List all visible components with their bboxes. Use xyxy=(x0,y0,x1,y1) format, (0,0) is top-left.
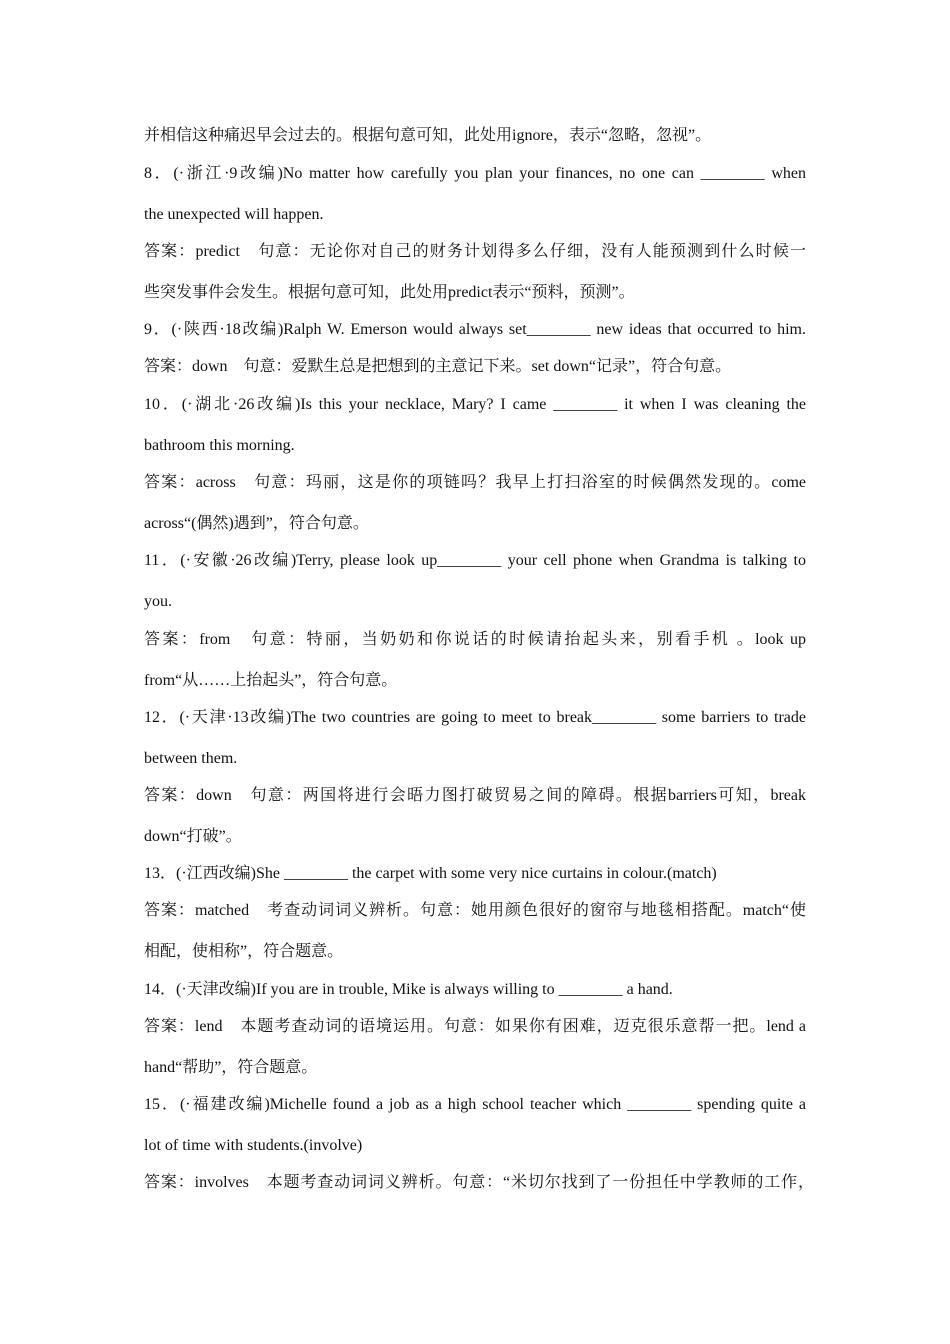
answer-11: 答案：from 句意：特丽，当奶奶和你说话的时候请抬起头来，别看手机 。look up xyxy=(144,631,806,648)
text-line: 些突发事件会发生。根据句意可知，此处用predict表示“预料，预测”。 xyxy=(144,284,635,301)
text-line: 并相信这种痛迟早会过去的。根据句意可知，此处用ignore，表示“忽略，忽视”。 xyxy=(144,127,712,144)
answer-9: 答案：down 句意：爱默生总是把想到的主意记下来。set down“记录”，符合句意。 xyxy=(144,358,732,375)
answer-12: 答案：down 句意：两国将进行会晤力图打破贸易之间的障碍。根据barriers可知，break xyxy=(144,787,806,804)
text-line: hand“帮助”，符合题意。 xyxy=(144,1059,318,1076)
text-line: from“从……上抬起头”，符合句意。 xyxy=(144,672,398,689)
text-line: lot of time with students.(involve) xyxy=(144,1137,363,1154)
text-line: 相配，使相称”，符合题意。 xyxy=(144,943,344,960)
question-11: 11．(·安徽·26改编)Terry, please look up________ your cell phone when Grandma is talking to xyxy=(144,552,806,569)
question-13: 13．(·江西改编)She ________ the carpet with some very nice curtains in colour.(match) xyxy=(144,865,717,882)
question-12: 12．(·天津·13改编)The two countries are going to meet to break________ some barriers to trade xyxy=(144,709,806,726)
text-line: you. xyxy=(144,593,172,610)
text-line: bathroom this morning. xyxy=(144,437,295,454)
answer-8: 答案：predict 句意：无论你对自己的财务计划得多么仔细，没有人能预测到什么时候一 xyxy=(144,243,806,260)
question-14: 14．(·天津改编)If you are in trouble, Mike is always willing to ________ a hand. xyxy=(144,981,673,998)
text-line: across“(偶然)遇到”，符合句意。 xyxy=(144,515,369,532)
question-9: 9．(·陕西·18改编)Ralph W. Emerson would always set________ new ideas that occurred to him. xyxy=(144,321,806,338)
answer-15: 答案：involves 本题考查动词词义辨析。句意：“米切尔找到了一份担任中学教师的工作， xyxy=(144,1174,814,1191)
answer-10: 答案：across 句意：玛丽，这是你的项链吗？我早上打扫浴室的时候偶然发现的。come xyxy=(144,474,806,491)
question-8: 8．(·浙江·9改编)No matter how carefully you plan your finances, no one can ________ when xyxy=(144,165,806,182)
answer-14: 答案：lend 本题考查动词的语境运用。句意：如果你有困难，迈克很乐意帮一把。lend a xyxy=(144,1018,806,1035)
question-15: 15．(·福建改编)Michelle found a job as a high school teacher which ________ spending quite a xyxy=(144,1096,806,1113)
text-line: between them. xyxy=(144,750,238,767)
question-10: 10．(·湖北·26改编)Is this your necklace, Mary? I came ________ it when I was cleaning the xyxy=(144,396,806,413)
text-line: down“打破”。 xyxy=(144,828,242,845)
answer-13: 答案：matched 考查动词词义辨析。句意：她用颜色很好的窗帘与地毯相搭配。match“使 xyxy=(144,902,806,919)
text-line: the unexpected will happen. xyxy=(144,206,324,223)
